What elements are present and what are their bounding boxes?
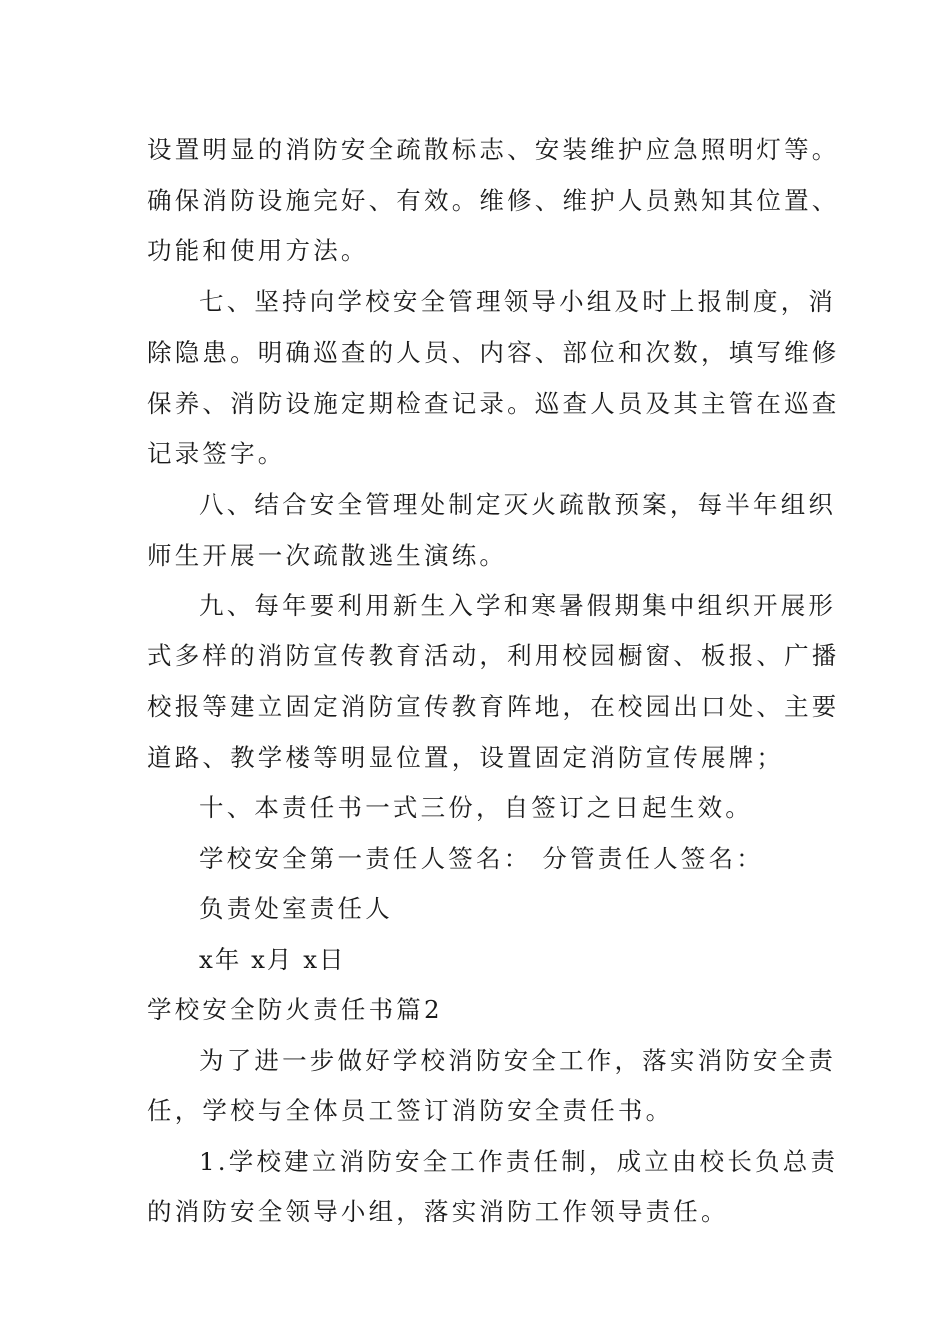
paragraph-line: 的消防安全领导小组，落实消防工作领导责任。 (147, 1197, 729, 1226)
section-8-line: 八、结合安全管理处制定灭火疏散预案，每半年组织 (199, 490, 837, 519)
paragraph-line: 除隐患。明确巡查的人员、内容、部位和次数，填写维修 (147, 338, 840, 367)
intro-line: 为了进一步做好学校消防安全工作，落实消防安全责 (199, 1046, 837, 1075)
paragraph-line: 记录签字。 (147, 439, 286, 468)
section-7-line: 七、坚持向学校安全管理领导小组及时上报制度，消 (199, 287, 837, 316)
paragraph-line: 功能和使用方法。 (147, 236, 369, 265)
signature-line: 学校安全第一责任人签名： 分管责任人签名： (199, 844, 764, 873)
paragraph-line: 式多样的消防宣传教育活动，利用校园橱窗、板报、广播 (147, 641, 840, 670)
date-line: x年 x月 x日 (199, 945, 346, 974)
paragraph-line: 校报等建立固定消防宣传教育阵地，在校园出口处、主要 (147, 692, 840, 721)
paragraph-line: 任，学校与全体员工签订消防安全责任书。 (147, 1096, 674, 1125)
office-signature-line: 负责处室责任人 (199, 894, 393, 923)
paragraph-line: 确保消防设施完好、有效。维修、维护人员熟知其位置、 (147, 186, 840, 215)
paragraph-line: 设置明显的消防安全疏散标志、安装维护应急照明灯等。 (147, 135, 840, 164)
paragraph-line: 保养、消防设施定期检查记录。巡查人员及其主管在巡查 (147, 389, 840, 418)
section-heading: 学校安全防火责任书篇2 (147, 995, 443, 1024)
section-9-line: 九、每年要利用新生入学和寒暑假期集中组织开展形 (199, 591, 837, 620)
paragraph-line: 道路、教学楼等明显位置，设置固定消防宣传展牌； (147, 743, 785, 772)
item-1-line: 1.学校建立消防安全工作责任制，成立由校长负总责 (199, 1147, 839, 1176)
paragraph-line: 师生开展一次疏散逃生演练。 (147, 541, 508, 570)
section-10-line: 十、本责任书一式三份，自签订之日起生效。 (199, 793, 753, 822)
